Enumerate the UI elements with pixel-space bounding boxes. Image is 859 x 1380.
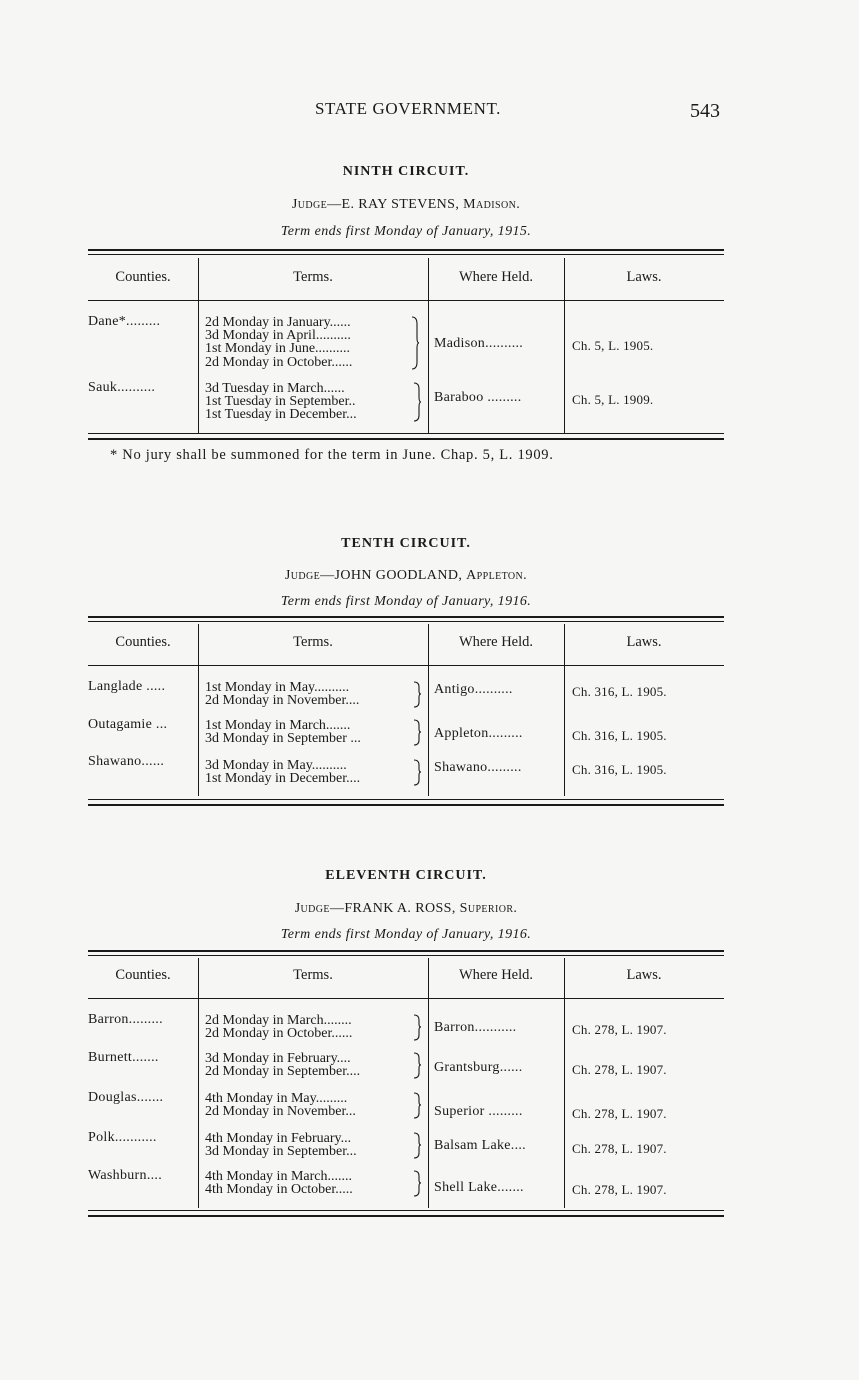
- circuit-heading: NINTH CIRCUIT.: [342, 164, 470, 179]
- column-divider: [198, 958, 199, 1208]
- table-top-rule: [88, 616, 724, 618]
- table-row-county: Douglas.......: [88, 1090, 164, 1105]
- table-row-terms: 2d Monday in January...... 3d Monday in April.......... 1st Monday in June.......... 2d Monday in October......: [205, 315, 353, 370]
- table-top-rule-inner: [88, 955, 724, 956]
- table-row-terms: 1st Monday in May.......... 2d Monday in November....: [205, 680, 360, 709]
- table-row-county: Washburn....: [88, 1168, 163, 1183]
- table-row-law: Ch. 278, L. 1907.: [572, 1022, 667, 1037]
- term-ends-line: Term ends first Monday of January, 1915.: [280, 224, 532, 239]
- table-header-rule: [88, 998, 724, 999]
- brace-icon: [412, 681, 422, 708]
- term-ends-line: Term ends first Monday of January, 1916.: [280, 927, 532, 942]
- eleventh-circuit-section: [88, 864, 724, 1234]
- table-header-rule: [88, 665, 724, 666]
- column-header-counties: Counties.: [115, 634, 171, 650]
- table-bottom-rule: [88, 433, 724, 434]
- table-row-where-held: Baraboo .........: [434, 390, 522, 405]
- page-header-title: STATE GOVERNMENT.: [314, 99, 502, 118]
- brace-icon: [412, 1052, 422, 1079]
- table-top-rule-inner: [88, 254, 724, 255]
- table-row-where-held: Superior .........: [434, 1104, 523, 1119]
- table-row-terms: 3d Monday in February.... 2d Monday in September....: [205, 1051, 361, 1080]
- column-header-laws: Laws.: [626, 269, 662, 285]
- table-row-county: Dane*.........: [88, 314, 161, 329]
- column-header-counties: Counties.: [115, 269, 171, 285]
- brace-icon: [412, 719, 422, 746]
- ninth-circuit-section: [88, 160, 724, 480]
- table-row-terms: 3d Tuesday in March...... 1st Tuesday in September.. 1st Tuesday in December...: [205, 381, 357, 423]
- table-row-terms: 2d Monday in March........ 2d Monday in October......: [205, 1013, 353, 1042]
- table-row-terms: 1st Monday in March....... 3d Monday in September ...: [205, 718, 361, 747]
- judge-line: Judge—JOHN GOODLAND, Appleton.: [284, 568, 528, 583]
- circuit-heading: ELEVENTH CIRCUIT.: [325, 868, 487, 883]
- tenth-circuit-section: [88, 530, 724, 810]
- table-row-where-held: Shell Lake.......: [434, 1180, 524, 1195]
- table-header-rule: [88, 300, 724, 301]
- column-header-laws: Laws.: [626, 634, 662, 650]
- column-divider: [564, 958, 565, 1208]
- table-row-law: Ch. 316, L. 1905.: [572, 684, 667, 699]
- column-header-counties: Counties.: [115, 967, 171, 983]
- table-row-law: Ch. 278, L. 1907.: [572, 1106, 667, 1121]
- table-row-where-held: Antigo..........: [434, 682, 513, 697]
- table-row-law: Ch. 5, L. 1909.: [572, 392, 654, 407]
- column-header-where-held: Where Held.: [458, 967, 534, 983]
- footnote: * No jury shall be summoned for the term in June. Chap. 5, L. 1909.: [110, 447, 554, 463]
- table-bottom-rule-outer: [88, 438, 724, 440]
- column-header-terms: Terms.: [293, 967, 333, 983]
- table-row-county: Burnett.......: [88, 1050, 159, 1065]
- table-row-law: Ch. 316, L. 1905.: [572, 728, 667, 743]
- table-bottom-rule: [88, 799, 724, 800]
- brace-icon: [412, 1132, 422, 1159]
- brace-icon: [410, 316, 420, 370]
- table-row-where-held: Balsam Lake....: [434, 1138, 526, 1153]
- table-row-county: Sauk..........: [88, 380, 156, 395]
- column-header-terms: Terms.: [293, 634, 333, 650]
- table-top-rule: [88, 950, 724, 952]
- page-number: 543: [690, 100, 720, 122]
- table-row-law: Ch. 278, L. 1907.: [572, 1062, 667, 1077]
- circuit-heading: TENTH CIRCUIT.: [341, 536, 471, 551]
- table-row-where-held: Madison..........: [434, 336, 524, 351]
- column-divider: [428, 958, 429, 1208]
- column-header-where-held: Where Held.: [458, 634, 534, 650]
- judge-line: Judge—E. RAY STEVENS, Madison.: [291, 197, 521, 212]
- table-top-rule: [88, 249, 724, 251]
- column-header-where-held: Where Held.: [458, 269, 534, 285]
- table-row-county: Barron.........: [88, 1012, 163, 1027]
- table-bottom-rule-outer: [88, 1215, 724, 1217]
- column-header-terms: Terms.: [293, 269, 333, 285]
- table-row-where-held: Barron...........: [434, 1020, 517, 1035]
- judge-line: Judge—FRANK A. ROSS, Superior.: [294, 901, 518, 916]
- table-row-county: Langlade .....: [88, 679, 166, 694]
- table-row-terms: 3d Monday in May.......... 1st Monday in December....: [205, 758, 361, 787]
- column-header-laws: Laws.: [626, 967, 662, 983]
- brace-icon: [412, 1092, 422, 1119]
- brace-icon: [412, 1014, 422, 1041]
- term-ends-line: Term ends first Monday of January, 1916.: [280, 594, 532, 609]
- table-row-law: Ch. 278, L. 1907.: [572, 1141, 667, 1156]
- table-row-terms: 4th Monday in February... 3d Monday in September...: [205, 1131, 357, 1160]
- table-bottom-rule-outer: [88, 804, 724, 806]
- table-row-where-held: Grantsburg......: [434, 1060, 523, 1075]
- table-row-law: Ch. 316, L. 1905.: [572, 762, 667, 777]
- table-row-county: Polk...........: [88, 1130, 157, 1145]
- brace-icon: [412, 382, 422, 422]
- table-row-terms: 4th Monday in May......... 2d Monday in November...: [205, 1091, 356, 1120]
- table-row-law: Ch. 5, L. 1905.: [572, 338, 654, 353]
- table-row-terms: 4th Monday in March....... 4th Monday in October.....: [205, 1169, 353, 1198]
- table-row-where-held: Shawano.........: [434, 760, 522, 775]
- brace-icon: [412, 759, 422, 786]
- table-top-rule-inner: [88, 621, 724, 622]
- table-row-law: Ch. 278, L. 1907.: [572, 1182, 667, 1197]
- brace-icon: [412, 1170, 422, 1197]
- table-bottom-rule: [88, 1210, 724, 1211]
- table-row-county: Outagamie ...: [88, 717, 168, 732]
- table-row-where-held: Appleton.........: [434, 726, 523, 741]
- table-row-county: Shawano......: [88, 754, 165, 769]
